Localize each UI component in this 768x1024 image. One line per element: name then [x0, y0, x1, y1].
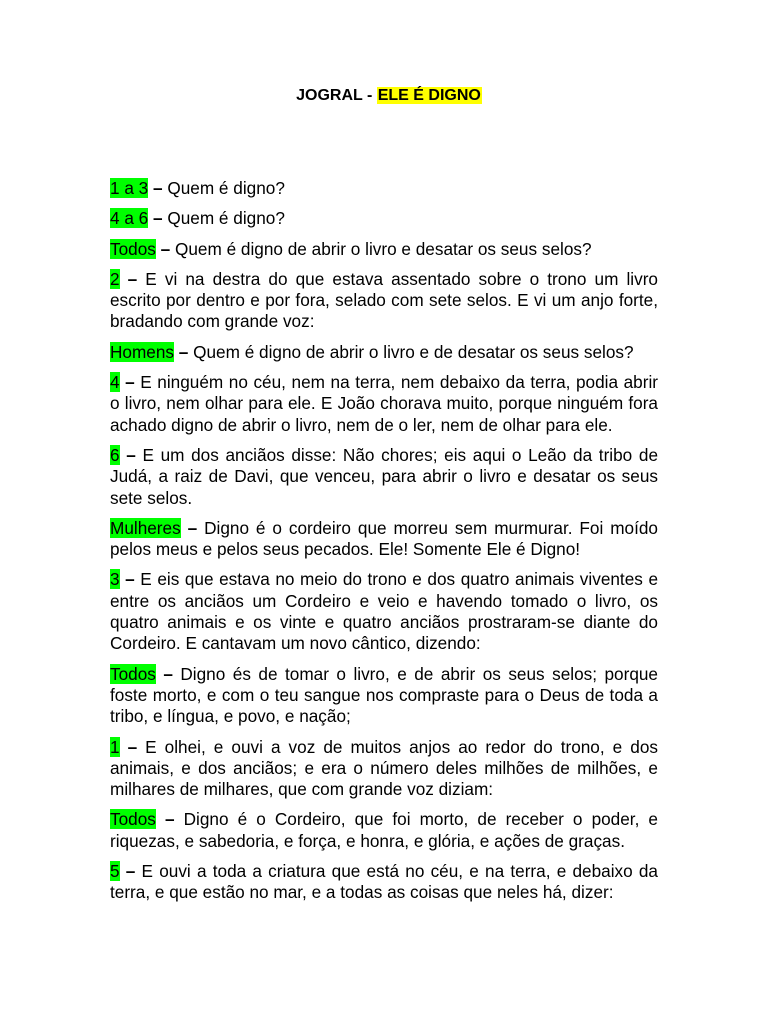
speaker-label: Mulheres [110, 517, 181, 538]
speaker-label: 5 [110, 861, 120, 882]
paragraph-text: E eis que estava no meio do trono e dos quatro animais viventes e entre os anciãos um Cordeiro e veio e havendo tomado o livro, os quatro animais e os vinte e quatro anciãos prostraram-se diante do Cordeiro. E cantavam um novo cântico, dizendo: [110, 569, 658, 654]
dash: – [127, 268, 138, 289]
dash: – [160, 238, 171, 259]
paragraph [110, 269, 658, 333]
paragraph [110, 569, 658, 654]
dash: – [153, 178, 163, 198]
paragraph-text: Digno é o cordeiro que morreu sem murmurar. Foi moído pelos meus e pelos seus pecados. Ele! Somente Ele é Digno! [110, 517, 658, 560]
paragraph-text: E um dos anciãos disse: Não chores; eis aqui o Leão da tribo de Judá, a raiz de Davi, que venceu, para abrir o livro e desatar os seus sete selos. [110, 444, 659, 508]
dash: – [127, 736, 138, 757]
paragraph-text: E vi na destra do que estava assentado sobre o trono um livro escrito por dentro e por fora, selado com sete selos. E vi um anjo forte, bradando com grande voz: [110, 268, 658, 332]
speaker-label: Homens [110, 341, 174, 362]
paragraph-text: E ouvi a toda a criatura que está no céu, e na terra, e debaixo da terra, e que estão no mar, e a todas as coisas que neles há, dizer: [110, 861, 658, 903]
speaker-label: 1 a 3 [110, 178, 149, 198]
speaker-label: 2 [110, 268, 120, 289]
paragraph [110, 239, 658, 260]
paragraph [110, 178, 658, 199]
paragraph [110, 208, 658, 229]
dash: – [178, 341, 189, 362]
speaker-label: 1 [110, 736, 120, 757]
page-title [5, 86, 768, 106]
dash: – [125, 372, 135, 393]
paragraph [110, 737, 658, 801]
paragraph [110, 518, 658, 561]
speaker-label: 4 a 6 [110, 208, 149, 229]
dash: – [126, 444, 136, 465]
dash: – [125, 861, 136, 882]
paragraph-text: E ninguém no céu, nem na terra, nem debaixo da terra, podia abrir o livro, nem olhar para ele. E João chorava muito, porque ninguém fora achado digno de abrir o livro, nem de o ler, nem de olhar para ele. [110, 372, 659, 435]
paragraph-text: Quem é digno de abrir o livro e desatar os seus selos? [170, 238, 592, 259]
speaker-label: Todos [110, 809, 156, 830]
paragraph [110, 372, 658, 436]
paragraph-text: Quem é digno de abrir o livro e de desatar os seus selos? [188, 341, 634, 362]
title-highlight: ELE É DIGNO [377, 87, 481, 104]
paragraph [110, 861, 658, 904]
dash: – [153, 208, 163, 229]
speaker-label: Todos [110, 238, 156, 259]
speaker-label: 4 [110, 372, 120, 393]
dash: – [187, 517, 198, 538]
script-body [110, 178, 658, 913]
paragraph [110, 664, 658, 728]
paragraph [110, 809, 658, 852]
speaker-label: Todos [110, 663, 156, 684]
title-prefix: JOGRAL - [296, 87, 377, 104]
paragraph-text: Digno és de tomar o livro, e de abrir os seus selos; porque foste morto, e com o teu sangue nos compraste para o Deus de toda a tribo, e língua, e povo, e nação; [110, 663, 658, 727]
dash: – [125, 569, 135, 590]
paragraph-text: Digno é o Cordeiro, que foi morto, de receber o poder, e riquezas, e sabedoria, e força, e honra, e glória, e ações de graças. [110, 809, 658, 851]
paragraph-text: Quem é digno? [162, 208, 285, 229]
speaker-label: 3 [110, 569, 120, 590]
dash: – [163, 663, 173, 684]
paragraph-text: Quem é digno? [162, 178, 285, 198]
dash: – [164, 809, 175, 830]
speaker-label: 6 [110, 444, 120, 465]
paragraph [110, 445, 658, 509]
paragraph-text: E olhei, e ouvi a voz de muitos anjos ao redor do trono, e dos animais, e dos anciãos; e era o número deles milhões de milhões, e milhares de milhares, que com grande voz diziam: [110, 736, 658, 800]
paragraph [110, 342, 658, 363]
